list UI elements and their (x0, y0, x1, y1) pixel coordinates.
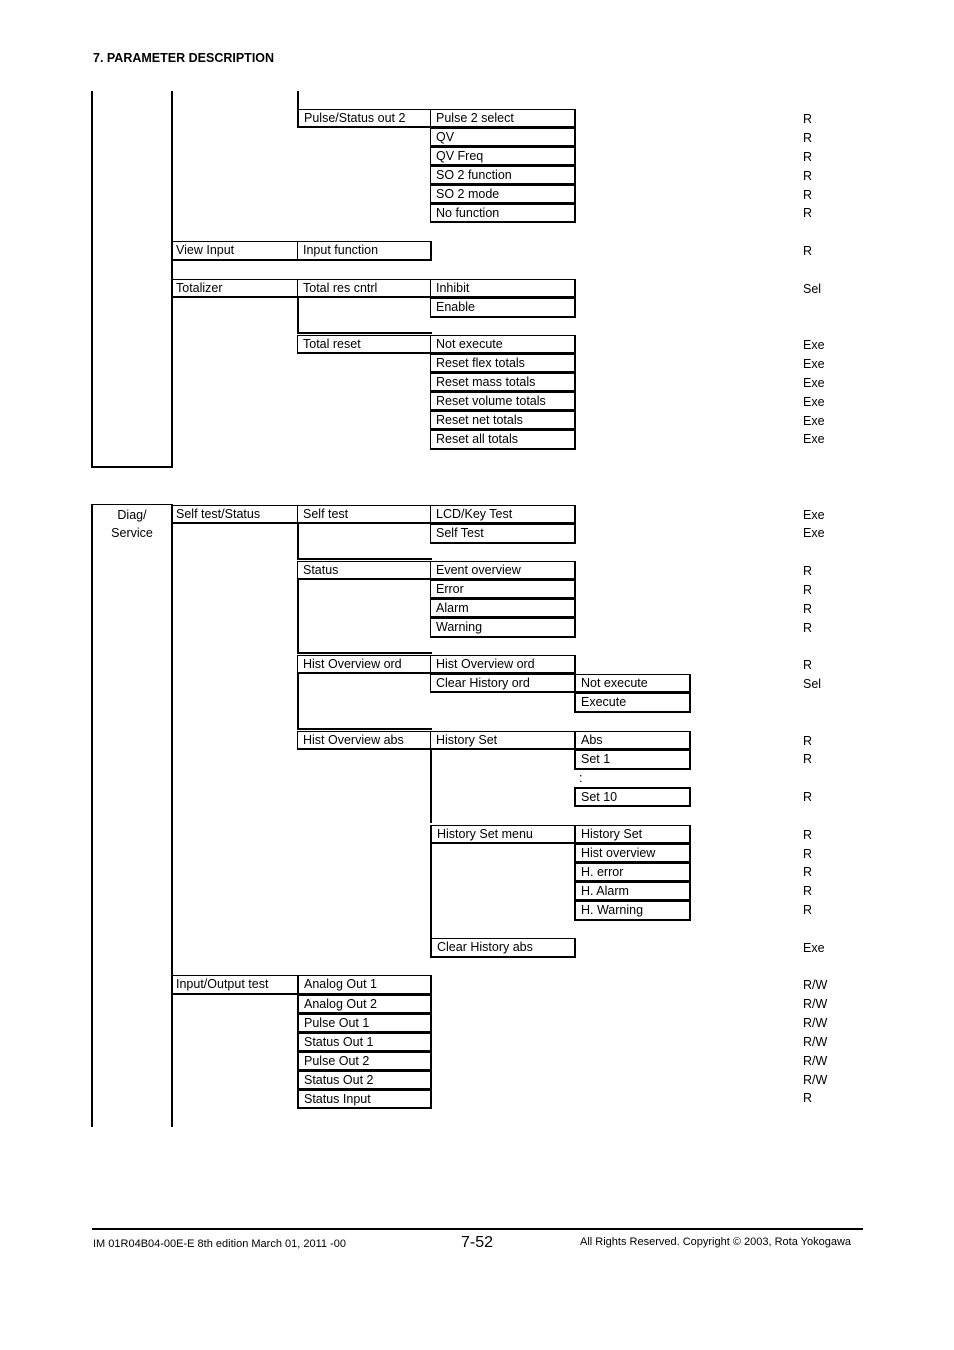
access-code: Exe (803, 414, 825, 428)
tree-line (297, 558, 432, 560)
access-code: R (803, 865, 813, 879)
footer-page-number: 7-52 (461, 1234, 494, 1251)
option-total-res-0: Inhibit (430, 279, 576, 298)
option-history-set-menu-4: H. Warning (574, 901, 691, 921)
access-code: R (803, 828, 813, 842)
option-pulse2-5: No function (430, 204, 576, 223)
tree-line (171, 504, 173, 1127)
access-code: R (803, 847, 813, 861)
access-code: Exe (803, 508, 825, 522)
option-pulse2-4: SO 2 mode (430, 185, 576, 204)
menu-hist-overview-abs: Hist Overview abs (297, 731, 431, 750)
option-io-6: Status Input (297, 1090, 432, 1109)
tree-line (430, 843, 432, 939)
option-hist-ord-1: Clear History ord (430, 674, 576, 693)
option-status-1: Error (430, 580, 576, 599)
access-code: Exe (803, 357, 825, 371)
tree-line (91, 504, 93, 1127)
option-clear-1: Execute (574, 693, 691, 713)
access-code: R (803, 621, 813, 635)
option-clear-0: Not execute (574, 674, 691, 693)
option-total-reset-4: Reset net totals (430, 411, 576, 430)
access-code: R (803, 790, 813, 804)
option-total-reset-2: Reset mass totals (430, 373, 576, 392)
menu-history-set: History Set (430, 731, 575, 750)
option-pulse2-3: SO 2 function (430, 166, 576, 185)
option-status-2: Alarm (430, 599, 576, 618)
tree-line (91, 466, 173, 468)
menu-io-test: Input/Output test (171, 975, 298, 995)
tree-line (91, 504, 173, 505)
access-code: R (803, 602, 813, 616)
access-code: Exe (803, 376, 825, 390)
ellipsis-marker: : (579, 771, 583, 785)
access-code: R (803, 564, 813, 578)
menu-view-input: View Input (171, 241, 298, 261)
access-code: R (803, 658, 813, 672)
option-self-test-1: Self Test (430, 524, 576, 544)
menu-pulse-status-out2: Pulse/Status out 2 (297, 109, 431, 128)
access-code: R (803, 1091, 813, 1105)
access-code: Exe (803, 941, 825, 955)
option-io-0: Analog Out 1 (297, 975, 432, 995)
option-hist-ord-0: Hist Overview ord (430, 655, 576, 674)
access-code: Exe (803, 432, 825, 446)
option-io-4: Pulse Out 2 (297, 1052, 432, 1071)
option-pulse2-0: Pulse 2 select (430, 109, 576, 128)
option-history-set-menu-1: Hist overview (574, 844, 691, 863)
menu-totalizer: Totalizer (171, 279, 298, 298)
access-code: R (803, 244, 813, 258)
access-code: R (803, 188, 813, 202)
tree-line (297, 523, 299, 559)
tree-line (91, 91, 93, 468)
access-code: R (803, 131, 813, 145)
option-pulse2-1: QV (430, 128, 576, 147)
option-status-0: Event overview (430, 561, 576, 580)
option-io-1: Analog Out 2 (297, 995, 432, 1014)
tree-line (297, 579, 299, 653)
access-code: Exe (803, 526, 825, 540)
menu-status: Status (297, 561, 431, 580)
option-total-reset-0: Not execute (430, 335, 576, 354)
tree-line (297, 91, 299, 110)
menu-self-test-status: Self test/Status (171, 505, 298, 524)
tree-line (297, 728, 432, 730)
access-code: R/W (803, 997, 828, 1011)
access-code: Sel (803, 282, 822, 296)
access-code: Exe (803, 338, 825, 352)
tree-line (430, 749, 432, 823)
option-history-set-menu-3: H. Alarm (574, 882, 691, 901)
access-code: R (803, 112, 813, 126)
access-code: R/W (803, 1054, 828, 1068)
access-code: R/W (803, 1035, 828, 1049)
option-input-function: Input function (297, 241, 432, 261)
option-io-2: Pulse Out 1 (297, 1014, 432, 1033)
page-header: 7. PARAMETER DESCRIPTION (93, 51, 275, 65)
tree-line (297, 673, 299, 729)
access-code: R/W (803, 1073, 828, 1087)
access-code: R/W (803, 1016, 828, 1030)
option-history-set-menu-0: History Set (574, 825, 691, 844)
access-code: R (803, 884, 813, 898)
option-history-set-3: Set 10 (574, 787, 691, 807)
menu-hist-overview-ord: Hist Overview ord (297, 655, 431, 674)
access-code: R/W (803, 978, 828, 992)
access-code: R (803, 583, 813, 597)
tree-line (297, 332, 432, 334)
option-total-reset-1: Reset flex totals (430, 354, 576, 373)
option-history-set-0: Abs (574, 731, 691, 750)
option-history-set-menu-2: H. error (574, 863, 691, 882)
option-status-3: Warning (430, 618, 576, 638)
menu-total-reset: Total reset (297, 335, 431, 354)
access-code: R (803, 206, 813, 220)
access-code: R (803, 169, 813, 183)
footer-doc-id: IM 01R04B04-00E-E 8th edition March 01, 2011 -00 (93, 1238, 346, 1250)
diag-label-line1: Diag/ (117, 508, 147, 522)
access-code: R (803, 734, 813, 748)
diag-label-line2: Service (111, 526, 153, 540)
tree-line (297, 652, 432, 654)
option-clear-history-abs: Clear History abs (430, 938, 576, 958)
option-total-reset-3: Reset volume totals (430, 392, 576, 411)
option-self-test-0: LCD/Key Test (430, 505, 576, 524)
menu-history-set-menu: History Set menu (430, 825, 575, 844)
footer-copyright: All Rights Reserved. Copyright © 2003, Rota Yokogawa (580, 1236, 852, 1248)
access-code: R (803, 752, 813, 766)
option-pulse2-2: QV Freq (430, 147, 576, 166)
menu-total-res-cntrl: Total res cntrl (297, 279, 431, 298)
access-code: Sel (803, 677, 822, 691)
menu-self-test: Self test (297, 505, 431, 524)
footer-rule (92, 1228, 863, 1230)
option-total-reset-5: Reset all totals (430, 430, 576, 450)
option-io-3: Status Out 1 (297, 1033, 432, 1052)
option-history-set-1: Set 1 (574, 750, 691, 770)
access-code: R (803, 150, 813, 164)
access-code: R (803, 903, 813, 917)
access-code: Exe (803, 395, 825, 409)
tree-line (297, 297, 299, 333)
option-total-res-1: Enable (430, 298, 576, 318)
option-io-5: Status Out 2 (297, 1071, 432, 1090)
